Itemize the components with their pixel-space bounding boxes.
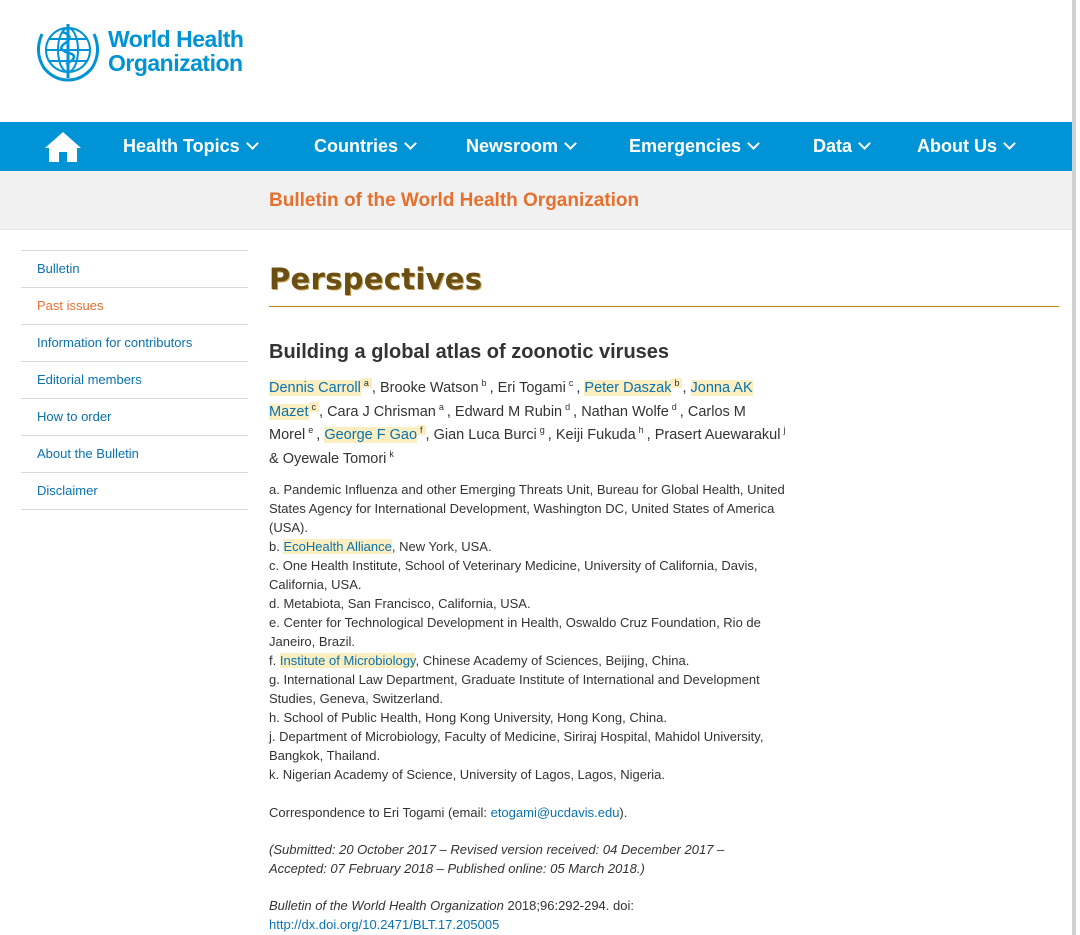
author-sep: , (646, 427, 655, 443)
affiliation-item (269, 708, 789, 727)
affiliation-label: a. (269, 482, 280, 497)
affiliation-label: c. (269, 558, 280, 573)
author-2 (498, 380, 585, 396)
nav-item-newsroom[interactable] (466, 122, 575, 171)
scrollbar[interactable] (1072, 0, 1076, 935)
chevron-down-icon (858, 137, 871, 150)
publication-dates: (Submitted: 20 October 2017 – Revised version received: 04 December 2017 – Accepted: 07 February 2018 – Published online: 05 March 2018.) (269, 842, 725, 876)
sidebar-menu (21, 250, 248, 510)
correspondence-suffix: ). (619, 805, 628, 820)
doi-link[interactable]: http://dx.doi.org/10.2471/BLT.17.205005 (269, 917, 500, 932)
author-0 (269, 380, 380, 396)
author-name: Oyewale Tomori (282, 450, 387, 467)
chevron-down-icon (564, 137, 577, 150)
sidebar-item-about-the-bulletin[interactable]: About the Bulletin (21, 436, 248, 473)
author-sup[interactable]: c (309, 402, 320, 412)
affiliation-label: e. (269, 615, 280, 630)
author-11 (556, 427, 655, 443)
affiliation-item (269, 651, 789, 670)
affiliation-item (269, 613, 789, 651)
nav-label: Health Topics (123, 136, 240, 156)
author-sup[interactable]: a (438, 401, 444, 412)
home-icon[interactable] (44, 131, 82, 163)
sidebar-item-information-for-contributors[interactable]: Information for contributors (21, 325, 248, 362)
affiliation-text: , New York, USA. (391, 539, 492, 554)
sidebar-item-past-issues[interactable]: Past issues (21, 288, 248, 325)
author-sep: , (576, 380, 585, 396)
author-name: Nathan Wolfe (581, 403, 669, 420)
nav-label: Newsroom (466, 136, 559, 156)
affiliation-label: k. (269, 767, 280, 782)
affiliation-item (269, 765, 789, 784)
author-sup[interactable]: b (481, 378, 487, 388)
author-name[interactable]: Dennis Carroll (269, 380, 361, 396)
author-name: Keiji Fukuda (555, 427, 636, 443)
author-6 (454, 401, 582, 420)
section-heading: Perspectives (269, 262, 1059, 307)
affiliation-label: d. (269, 596, 280, 611)
sidebar-item-disclaimer[interactable]: Disclaimer (21, 473, 248, 510)
author-7 (581, 401, 688, 420)
affiliation-label: g. (269, 672, 280, 687)
affiliation-label: j. (269, 729, 276, 744)
affiliation-item (269, 594, 789, 613)
correspondence-prefix: Correspondence to Eri Togami (email: (269, 805, 491, 820)
author-sup[interactable]: d (565, 401, 571, 412)
author-sup[interactable]: k (389, 448, 394, 459)
author-name[interactable]: George F Gao (324, 427, 418, 443)
affiliation-text: Center for Technological Development in Health, Oswaldo Cruz Foundation, Rio de Janeiro, Brazil. (269, 615, 761, 649)
affiliation-item (269, 727, 789, 765)
author-sup[interactable]: e (308, 425, 314, 435)
logo-text-line2: Organization (108, 50, 243, 76)
affiliation-text: Nigerian Academy of Science, University of Lagos, Lagos, Nigeria. (282, 767, 665, 782)
author-sup[interactable]: g (539, 425, 545, 435)
citation-journal: Bulletin of the World Health Organization (269, 898, 504, 913)
nav-item-emergencies[interactable] (629, 122, 758, 171)
author-sep: , (682, 380, 691, 396)
nav-label: About Us (917, 136, 997, 156)
nav-item-data[interactable] (813, 122, 869, 171)
article-content (269, 262, 1059, 934)
author-sep: & (269, 450, 283, 467)
author-sup[interactable]: c (568, 378, 574, 388)
correspondence-email-link[interactable]: etogami@ucdavis.edu (490, 805, 620, 820)
author-sep: , (547, 427, 556, 443)
author-sep: , (425, 427, 434, 443)
author-sup[interactable]: b (671, 378, 682, 388)
author-sep: , (679, 403, 688, 420)
chevron-down-icon (1003, 137, 1016, 150)
author-9 (324, 427, 433, 443)
author-sep: , (489, 380, 498, 396)
author-list (269, 374, 789, 468)
main-nav (0, 122, 1076, 171)
chevron-down-icon (747, 137, 760, 150)
chevron-down-icon (246, 137, 259, 150)
author-name: Prasert Auewarakul (654, 427, 781, 443)
affiliation-text: One Health Institute, School of Veterinary Medicine, University of California, Davis, California, USA. (269, 558, 758, 592)
author-name: Brooke Watson (379, 380, 479, 396)
author-sup[interactable]: f (417, 425, 426, 435)
nav-label: Emergencies (629, 136, 742, 156)
sidebar-item-how-to-order[interactable]: How to order (21, 399, 248, 436)
nav-item-countries[interactable] (314, 122, 415, 171)
author-5 (327, 401, 455, 420)
author-name: Cara J Chrisman (327, 403, 436, 420)
correspondence (269, 803, 1059, 822)
sidebar-item-editorial-members[interactable]: Editorial members (21, 362, 248, 399)
affiliation-label: h. (269, 710, 280, 725)
author-10 (434, 427, 556, 443)
author-sep: , (371, 380, 380, 396)
affiliation-item (269, 670, 789, 708)
affiliation-text: Metabiota, San Francisco, California, USA. (283, 596, 531, 611)
affiliation-item (269, 556, 789, 594)
affiliation-text: School of Public Health, Hong Kong University, Hong Kong, China. (283, 710, 667, 725)
author-3 (584, 380, 690, 396)
affiliation-item (269, 480, 789, 537)
affiliation-text: , Chinese Academy of Sciences, Beijing, China. (415, 653, 690, 668)
site-header (0, 0, 1076, 122)
author-name: Carlos M Morel (269, 403, 746, 443)
who-logo[interactable] (32, 20, 243, 82)
sidebar-item-bulletin[interactable]: Bulletin (21, 251, 248, 288)
author-sep: , (319, 403, 328, 420)
who-logo-text (108, 27, 243, 75)
author-name: Gian Luca Burci (433, 427, 537, 443)
affiliations-list (269, 480, 789, 784)
citation (269, 896, 1059, 934)
article-title: Building a global atlas of zoonotic viruses (269, 341, 670, 363)
author-sep: , (316, 427, 325, 443)
author-name: Edward M Rubin (454, 403, 563, 420)
author-sup[interactable]: d (671, 401, 677, 412)
author-sup[interactable]: h (638, 425, 644, 435)
affiliation-item (269, 537, 789, 556)
author-sup[interactable]: j (783, 425, 786, 435)
bulletin-title[interactable]: Bulletin of the World Health Organization (269, 190, 640, 211)
affiliation-text: International Law Department, Graduate Institute of International and Development Studies, Geneva, Switzerland. (269, 672, 760, 706)
nav-label: Data (813, 136, 853, 156)
citation-ref: 2018;96:292-294. doi: (503, 898, 634, 913)
nav-item-health-topics[interactable] (123, 122, 257, 171)
nav-item-about-us[interactable] (917, 122, 1014, 171)
nav-label: Countries (314, 136, 399, 156)
bulletin-bar (0, 171, 1076, 230)
author-13 (282, 448, 397, 467)
affiliation-text: Pandemic Influenza and other Emerging Threats Unit, Bureau for Global Health, United States Agency for International Development, Washington DC, United States of America (USA). (269, 482, 785, 535)
author-name[interactable]: Jonna AK Mazet (269, 380, 753, 420)
affiliation-label: b. (269, 539, 280, 554)
affiliation-text: Department of Microbiology, Faculty of Medicine, Siriraj Hospital, Mahidol University, Bangkok, Thailand. (269, 729, 764, 763)
affiliation-link[interactable]: Institute of Microbiology (279, 653, 416, 668)
logo-text-line1: World Health (108, 26, 244, 52)
author-sup[interactable]: a (361, 378, 372, 388)
affiliation-link[interactable]: EcoHealth Alliance (283, 539, 392, 554)
who-emblem-icon (32, 20, 104, 82)
author-sep: , (446, 403, 455, 420)
author-name: Eri Togami (497, 380, 566, 396)
author-name[interactable]: Peter Daszak (584, 380, 672, 396)
author-1 (380, 380, 498, 396)
affiliation-label: f. (269, 653, 277, 668)
chevron-down-icon (404, 137, 417, 150)
author-sep: , (573, 403, 582, 420)
